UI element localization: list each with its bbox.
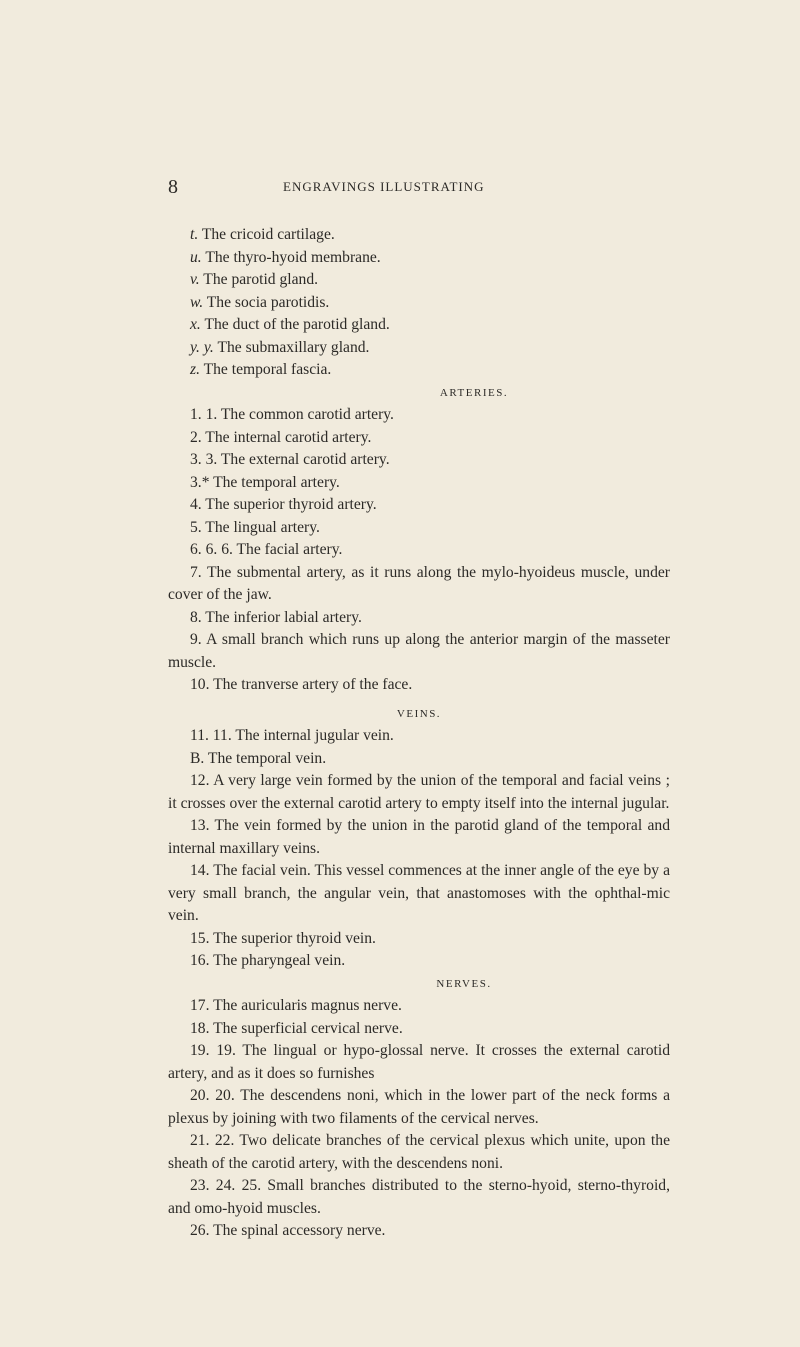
artery-item: 5. The lingual artery. [190, 518, 320, 536]
legend-item [168, 337, 670, 360]
vein-item: 15. The superior thyroid vein. [190, 929, 376, 947]
nerve-item: 20. 20. The descendens noni, which in the lower part of the neck forms a plexus by joining with two filaments of the cervical nerves. [168, 1087, 670, 1127]
nerve-item: 19. 19. The lingual or hypo-glossal nerve. It crosses the external carotid artery, and as it does so furnishes [168, 1042, 670, 1082]
page-header [0, 176, 800, 198]
artery-item: 6. 6. 6. The facial artery. [190, 541, 343, 558]
artery-item: 9. A small branch which runs up along the anterior margin of the masseter muscle. [168, 631, 670, 671]
page-body [168, 224, 670, 1243]
artery-item: 10. The tranverse artery of the face. [190, 676, 413, 693]
artery-item: 3.* The temporal artery. [190, 473, 340, 491]
section-heading-arteries: ARTERIES. [439, 386, 509, 399]
artery-item: 4. The superior thyroid artery. [190, 496, 377, 513]
artery-item: 8. The inferior labial artery. [190, 608, 362, 626]
page-number: 8 [168, 176, 178, 198]
section-heading-nerves: NERVES. [436, 977, 492, 990]
nerve-item: 23. 24. 25. Small branches distributed to the sterno-hyoid, sterno-thyroid, and omo-hyoid muscles. [168, 1177, 670, 1217]
section-heading-veins: VEINS. [396, 707, 442, 720]
legend-text: The duct of the parotid gland. [204, 316, 390, 333]
artery-item: 7. The submental artery, as it runs along the mylo-hyoideus muscle, under cover of the jaw. [168, 563, 670, 603]
legend-item [168, 269, 670, 292]
vein-item: 16. The pharyngeal vein. [190, 952, 346, 969]
legend-item [168, 224, 670, 247]
artery-item: 1. 1. The common carotid artery. [190, 406, 394, 423]
letter-legend [168, 224, 670, 382]
legend-text: The parotid gland. [203, 271, 319, 288]
nerve-item: 21. 22. Two delicate branches of the cervical plexus which unite, upon the sheath of the carotid artery, with the descendens noni. [168, 1132, 670, 1172]
legend-text: The submaxillary gland. [217, 338, 370, 356]
nerve-item: 17. The auricularis magnus nerve. [190, 997, 402, 1014]
legend-text: The socia parotidis. [206, 293, 330, 311]
legend-text: The cricoid cartilage. [201, 226, 335, 243]
running-title: ENGRAVINGS ILLUSTRATING [283, 179, 485, 194]
legend-letter: t. [190, 226, 199, 243]
legend-item [168, 247, 670, 270]
vein-item: 11. 11. The internal jugular vein. [190, 727, 394, 744]
vein-item: B. The temporal vein. [190, 749, 327, 767]
nerve-item: 26. The spinal accessory nerve. [190, 1222, 386, 1239]
legend-letter: x. [190, 316, 201, 333]
legend-letter: v. [190, 271, 200, 288]
legend-text: The temporal fascia. [203, 361, 332, 378]
vein-item: 12. A very large vein formed by the union of the temporal and facial veins ; it crosses over the external carotid artery to empty itself into the internal jugular. [168, 772, 670, 812]
artery-item: 3. 3. The external carotid artery. [190, 451, 390, 468]
artery-item: 2. The internal carotid artery. [190, 428, 372, 446]
veins-list [168, 725, 670, 973]
nerve-item: 18. The superficial cervical nerve. [190, 1019, 403, 1037]
arteries-list [168, 404, 670, 697]
legend-letter: w. [190, 293, 204, 311]
legend-item [168, 292, 670, 315]
legend-item [168, 359, 670, 382]
vein-item: 13. The vein formed by the union in the parotid gland of the temporal and internal maxillary veins. [168, 817, 670, 857]
legend-letter: u. [190, 248, 202, 266]
vein-item: 14. The facial vein. This vessel commences at the inner angle of the eye by a very small branch, the angular vein, that anastomoses with the ophthal-mic vein. [168, 862, 670, 924]
legend-item [168, 314, 670, 337]
nerves-list [168, 995, 670, 1243]
legend-letter: z. [190, 361, 200, 378]
legend-text: The thyro-hyoid membrane. [205, 248, 381, 266]
legend-letter: y. y. [190, 338, 214, 356]
